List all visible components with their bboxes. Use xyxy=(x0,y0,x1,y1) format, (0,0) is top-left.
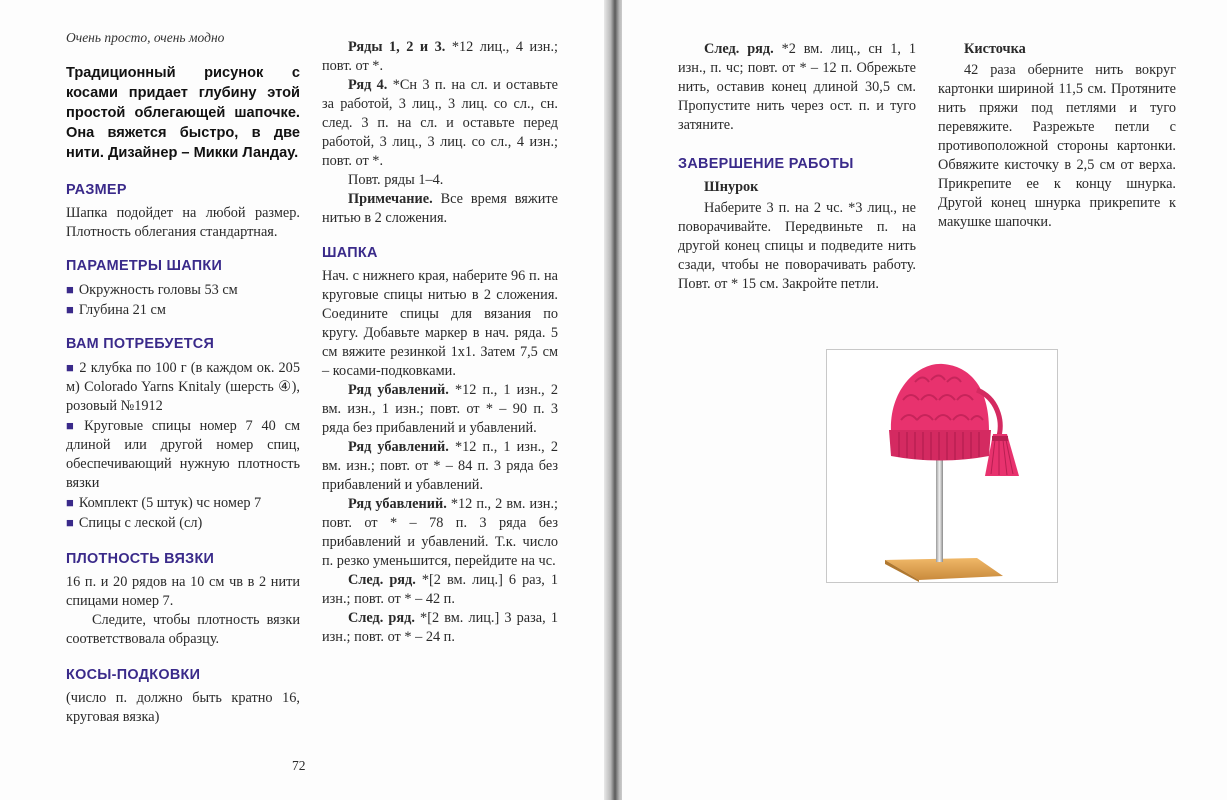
params-heading: ПАРАМЕТРЫ ШАПКИ xyxy=(66,258,223,274)
note-text: Все время вяжите нитью в 2 сложения. xyxy=(322,191,558,226)
param-item: ■ Глубина 21 см xyxy=(66,300,300,320)
hat-heading: ШАПКА xyxy=(322,245,378,261)
gauge-text: 16 п. и 20 рядов на 10 см чв в 2 нити спицами номер 7. xyxy=(66,574,300,609)
rows-1-3-text: *12 лиц., 4 изн.; повт. от *. xyxy=(322,39,558,74)
row-4 xyxy=(322,76,558,171)
size-heading: РАЗМЕР xyxy=(66,182,127,198)
cord-text: Наберите 3 п. на 2 чс. *3 лиц., не поворачивайте. Передвиньте п. на другой конец спицы и подведите нить сзади, чтобы не поворачивать работу. Повт. от * 15 см. Закройте петли. xyxy=(678,200,916,292)
decrease-row-2-label: Ряд убавлений. xyxy=(348,439,449,455)
next-row-3 xyxy=(678,40,916,135)
gauge-heading: ПЛОТНОСТЬ ВЯЗКИ xyxy=(66,551,215,567)
left-page xyxy=(0,0,608,800)
gauge-note: Следите, чтобы плотность вязки соответствовала образцу. xyxy=(66,612,300,647)
next-row-2-label: След. ряд. xyxy=(348,610,415,626)
stand-base xyxy=(885,558,1003,580)
next-row-2-text: *[2 вм. лиц.] 3 раза, 1 изн.; повт. от * – 24 п. xyxy=(322,610,558,645)
repeat-rows: Повт. ряды 1–4. xyxy=(348,172,444,188)
row-4-text: *Сн 3 п. на сл. и оставьте за работой, 3 лиц., 3 лиц. со сл., сн. след. 3 п. на сл. и оставьте перед работой, 3 лиц., 3 лиц. со сл., 4 изн.; повт. от *. xyxy=(322,77,558,169)
needs-item: ■ Круговые спицы номер 7 40 см длиной или другой номер спиц, обеспечивающий нужную плотность вязки xyxy=(66,416,300,493)
rows-1-3-label: Ряды 1, 2 и 3. xyxy=(348,39,446,55)
decrease-row-3-label: Ряд убавлений. xyxy=(348,496,447,512)
tassel-text: 42 раза оберните нить вокруг картонки шириной 11,5 см. Протяните нить пряжи под петлями и туго перевяжите. Разрежьте петли с противоположной стороны картонки. Обвяжите кисточку в 2,5 см от верха. Прикрепите ее к концу шнурка. Другой конец шнурка прикрепите к макушке шапочки. xyxy=(938,62,1176,230)
needs-item: ■ Комплект (5 штук) чс номер 7 xyxy=(66,493,300,513)
decrease-row-3 xyxy=(322,495,558,571)
param-item: ■ Окружность головы 53 см xyxy=(66,280,300,300)
next-row-1-text: *[2 вм. лиц.] 6 раз, 1 изн.; повт. от * – 42 п. xyxy=(322,572,558,607)
tassel-tie xyxy=(992,436,1008,441)
hat-text: Нач. с нижнего края, наберите 96 п. на круговые спицы нитью в 2 сложения. Соедините спицы для вязания по кругу. Добавьте маркер в нач. ряда. 5 см вяжите резинкой 1х1. Затем 7,5 см – косами-подковками. xyxy=(322,268,558,379)
decrease-row-1 xyxy=(322,381,558,438)
cables-heading: КОСЫ-ПОДКОВКИ xyxy=(66,667,201,683)
hat-illustration xyxy=(827,350,1057,582)
decrease-row-2 xyxy=(322,438,558,495)
decrease-row-1-text: *12 п., 1 изн., 2 вм. изн., 1 изн.; повт. от * – 90 п. 3 ряда без прибавлений и убавлений. xyxy=(322,382,558,436)
next-row-1-label: След. ряд. xyxy=(348,572,416,588)
next-row-2 xyxy=(322,609,558,647)
needs-item: ■ 2 клубка по 100 г (в каждом ок. 205 м) Colorado Yarns Knitaly (шерсть ④), розовый №1912 xyxy=(66,358,300,416)
intro-text: Традиционный рисунок с косами придает глубину этой простой облегающей шапочке. Она вяжется быстро, в две нити. Дизайнер – Микки Ландау. xyxy=(66,65,300,161)
decrease-row-1-label: Ряд убавлений. xyxy=(348,382,449,398)
cables-text: (число п. должно быть кратно 16, круговая вязка) xyxy=(66,690,300,725)
decrease-row-3-text: *12 п., 2 вм. изн.; повт. от * – 78 п. 3 ряда без прибавлений и убавлений. Т.к. число п. резко уменьшится, перейдите на чс. xyxy=(322,496,558,569)
stand-pole xyxy=(936,458,943,562)
right-column-2 xyxy=(938,40,1176,232)
row-4-label: Ряд 4. xyxy=(348,77,388,93)
next-row-3-label: След. ряд. xyxy=(704,41,774,57)
note xyxy=(322,190,558,228)
finish-heading: ЗАВЕРШЕНИЕ РАБОТЫ xyxy=(678,156,854,172)
left-column-2 xyxy=(322,38,558,647)
hat-photo xyxy=(826,349,1058,583)
needs-heading: ВАМ ПОТРЕБУЕТСЯ xyxy=(66,336,215,352)
hat-ribbing xyxy=(889,430,991,461)
page-number: 72 xyxy=(292,758,306,773)
needs-item: ■ Спицы с леской (сл) xyxy=(66,513,300,533)
right-column-1 xyxy=(678,40,916,294)
decrease-row-2-text: *12 п., 1 изн., 2 вм. изн.; повт. от * – 84 п. 3 ряда без прибавлений и убавлений. xyxy=(322,439,558,493)
note-label: Примечание. xyxy=(348,191,433,207)
cord-heading: Шнурок xyxy=(704,179,759,195)
next-row-3-text: *2 вм. лиц., сн 1, 1 изн., п. чс; повт. от * – 12 п. Обрежьте нить, оставив конец длиной 30,5 см. Пропустите нить через ост. п. и туго затяните. xyxy=(678,41,916,133)
next-row-1 xyxy=(322,571,558,609)
left-column-1 xyxy=(66,28,300,727)
size-text: Шапка подойдет на любой размер. Плотность облегания стандартная. xyxy=(66,205,300,240)
rows-1-3 xyxy=(322,38,558,76)
tassel-heading: Кисточка xyxy=(964,41,1026,57)
running-head: Очень просто, очень модно xyxy=(66,30,225,45)
